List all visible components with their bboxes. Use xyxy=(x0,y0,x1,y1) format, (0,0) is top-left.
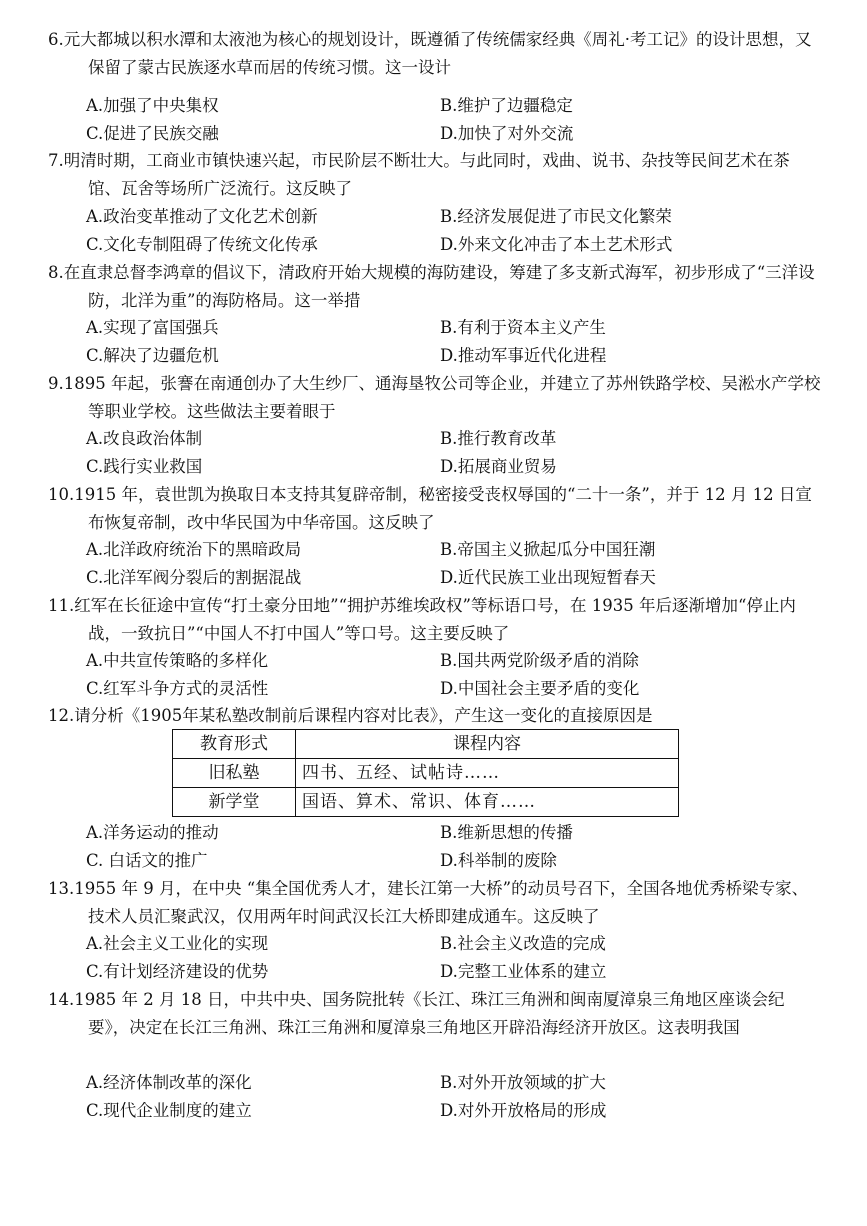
option-a: A.中共宣传策略的多样化 xyxy=(86,651,269,670)
question-12 xyxy=(0,702,867,730)
table-row xyxy=(173,759,679,788)
option-a: A.改良政治体制 xyxy=(86,429,203,448)
option-b: B.维护了边疆稳定 xyxy=(440,96,573,115)
option-a: A.加强了中央集权 xyxy=(86,96,219,115)
option-a: A.社会主义工业化的实现 xyxy=(86,934,269,953)
option-c: C.现代企业制度的建立 xyxy=(86,1101,252,1120)
table-cell: 四书、五经、试帖诗…… xyxy=(296,759,679,788)
question-stem: 12.请分析《1905年某私塾改制前后课程内容对比表》，产生这一变化的直接原因是 xyxy=(48,706,653,725)
option-a: A.实现了富国强兵 xyxy=(86,318,219,337)
option-c: C.促进了民族交融 xyxy=(86,124,219,143)
table-cell: 旧私塾 xyxy=(173,759,296,788)
option-c: C.文化专制阻碍了传统文化传承 xyxy=(86,235,318,254)
question-stem: 6.元大都城以积水潭和太液池为核心的规划设计，既遵循了传统儒家经典《周礼·考工记》的设计思想，又保留了蒙古民族逐水草而居的传统习惯。这一设计 xyxy=(48,30,812,77)
question-stem: 14.1985 年 2 月 18 日，中共中央、国务院批转《长江、珠江三角洲和闽南厦漳泉三角地区座谈会纪要》，决定在长江三角洲、珠江三角洲和厦漳泉三角地区开辟沿海经济开放区。这表明我国 xyxy=(48,990,785,1037)
option-b: B.经济发展促进了市民文化繁荣 xyxy=(440,207,672,226)
question-stem: 10.1915 年，袁世凯为换取日本支持其复辟帝制，秘密接受丧权辱国的“二十一条”，并于 12 月 12 日宣布恢复帝制，改中华民国为中华帝国。这反映了 xyxy=(48,485,812,532)
question-9 xyxy=(0,370,867,426)
option-a: A.洋务运动的推动 xyxy=(86,823,219,842)
table-row xyxy=(173,788,679,817)
question-stem: 13.1955 年 9 月，在中央 “集全国优秀人才，建长江第一大桥”的动员号召下，全国各地优秀桥梁专家、技术人员汇聚武汉，仅用两年时间武汉长江大桥即建成通车。这反映了 xyxy=(48,879,809,926)
question-14 xyxy=(0,986,867,1042)
question-8 xyxy=(0,259,867,315)
question-6 xyxy=(0,26,867,82)
option-d: D.加快了对外交流 xyxy=(440,124,574,143)
option-b: B.对外开放领域的扩大 xyxy=(440,1073,606,1092)
option-c: C.红军斗争方式的灵活性 xyxy=(86,679,269,698)
table-header: 课程内容 xyxy=(296,730,679,759)
option-d: D.对外开放格局的形成 xyxy=(440,1101,607,1120)
option-c: C.有计划经济建设的优势 xyxy=(86,962,269,981)
option-b: B.维新思想的传播 xyxy=(440,823,573,842)
option-b: B.社会主义改造的完成 xyxy=(440,934,606,953)
option-d: D.完整工业体系的建立 xyxy=(440,962,607,981)
option-a: A.政治变革推动了文化艺术创新 xyxy=(86,207,318,226)
question-7 xyxy=(0,147,867,203)
option-d: D.中国社会主要矛盾的变化 xyxy=(440,679,640,698)
option-c: C.北洋军阀分裂后的割据混战 xyxy=(86,568,302,587)
table-header-row xyxy=(173,730,679,759)
option-c: C.践行实业救国 xyxy=(86,457,203,476)
option-d: D.推动军事近代化进程 xyxy=(440,346,607,365)
question-11 xyxy=(0,592,867,648)
option-d: D.科举制的废除 xyxy=(440,851,557,870)
question-stem: 7.明清时期，工商业市镇快速兴起，市民阶层不断壮大。与此同时，戏曲、说书、杂技等民间艺术在茶馆、瓦舍等场所广泛流行。这反映了 xyxy=(48,151,790,198)
option-b: B.推行教育改革 xyxy=(440,429,557,448)
question-stem: 11.红军在长征途中宣传“打土豪分田地”“拥护苏维埃政权”等标语口号，在 1935 年后逐渐增加“停止内战，一致抗日”“中国人不打中国人”等口号。这主要反映了 xyxy=(48,596,796,643)
option-b: B.帝国主义掀起瓜分中国狂潮 xyxy=(440,540,656,559)
question-13 xyxy=(0,875,867,931)
table-cell: 新学堂 xyxy=(173,788,296,817)
option-a: A.经济体制改革的深化 xyxy=(86,1073,252,1092)
option-d: D.近代民族工业出现短暂春天 xyxy=(440,568,656,587)
question-10 xyxy=(0,481,867,537)
table-header: 教育形式 xyxy=(173,730,296,759)
question-stem: 8.在直隶总督李鸿章的倡议下，清政府开始大规模的海防建设，筹建了多支新式海军，初步形成了“三洋设防，北洋为重”的海防格局。这一举措 xyxy=(48,263,815,310)
option-c: C. 白话文的推广 xyxy=(86,851,208,870)
option-d: D.拓展商业贸易 xyxy=(440,457,557,476)
option-a: A.北洋政府统治下的黑暗政局 xyxy=(86,540,302,559)
question-stem: 9.1895 年起，张謇在南通创办了大生纱厂、通海垦牧公司等企业，并建立了苏州铁路学校、吴淞水产学校等职业学校。这些做法主要着眼于 xyxy=(48,374,821,421)
curriculum-comparison-table xyxy=(172,729,679,817)
option-c: C.解决了边疆危机 xyxy=(86,346,219,365)
table-cell: 国语、算术、常识、体育…… xyxy=(296,788,679,817)
option-b: B.有利于资本主义产生 xyxy=(440,318,606,337)
option-d: D.外来文化冲击了本土艺术形式 xyxy=(440,235,673,254)
option-b: B.国共两党阶级矛盾的消除 xyxy=(440,651,639,670)
